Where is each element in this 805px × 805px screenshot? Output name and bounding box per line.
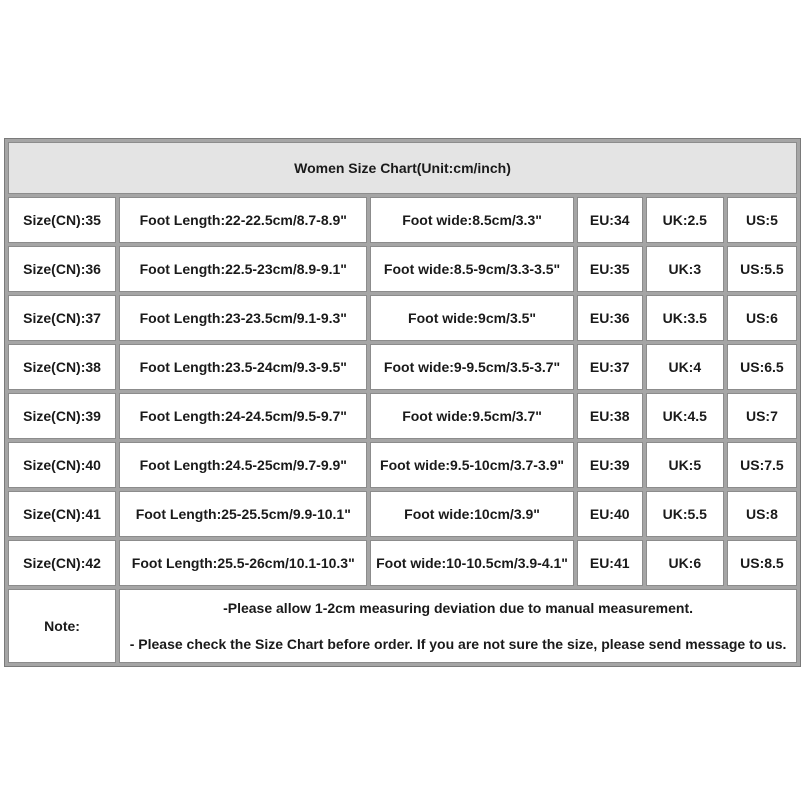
foot-length-cell: Foot Length:24.5-25cm/9.7-9.9" [119, 442, 367, 488]
foot-length-cell: Foot Length:23.5-24cm/9.3-9.5" [119, 344, 367, 390]
size-cn-cell: Size(CN):38 [8, 344, 116, 390]
us-size-cell: US:5.5 [727, 246, 797, 292]
eu-size-cell: EU:37 [577, 344, 643, 390]
note-line-1: -Please allow 1-2cm measuring deviation due to manual measurement. [223, 600, 694, 616]
us-size-cell: US:6.5 [727, 344, 797, 390]
foot-wide-cell: Foot wide:9.5-10cm/3.7-3.9" [370, 442, 573, 488]
foot-length-cell: Foot Length:24-24.5cm/9.5-9.7" [119, 393, 367, 439]
uk-size-cell: UK:5.5 [646, 491, 724, 537]
uk-size-cell: UK:3 [646, 246, 724, 292]
eu-size-cell: EU:40 [577, 491, 643, 537]
eu-size-cell: EU:34 [577, 197, 643, 243]
us-size-cell: US:5 [727, 197, 797, 243]
size-row [8, 393, 797, 439]
foot-length-cell: Foot Length:22-22.5cm/8.7-8.9" [119, 197, 367, 243]
us-size-cell: US:7.5 [727, 442, 797, 488]
us-size-cell: US:8 [727, 491, 797, 537]
size-row [8, 246, 797, 292]
foot-wide-cell: Foot wide:8.5-9cm/3.3-3.5" [370, 246, 573, 292]
size-cn-cell: Size(CN):36 [8, 246, 116, 292]
foot-length-cell: Foot Length:22.5-23cm/8.9-9.1" [119, 246, 367, 292]
eu-size-cell: EU:38 [577, 393, 643, 439]
foot-length-cell: Foot Length:25-25.5cm/9.9-10.1" [119, 491, 367, 537]
size-cn-cell: Size(CN):40 [8, 442, 116, 488]
eu-size-cell: EU:39 [577, 442, 643, 488]
size-cn-cell: Size(CN):39 [8, 393, 116, 439]
size-chart-table [4, 138, 801, 667]
size-row [8, 295, 797, 341]
foot-wide-cell: Foot wide:9-9.5cm/3.5-3.7" [370, 344, 573, 390]
note-text [119, 589, 797, 663]
foot-wide-cell: Foot wide:10cm/3.9" [370, 491, 573, 537]
foot-wide-cell: Foot wide:8.5cm/3.3" [370, 197, 573, 243]
note-line-2: - Please check the Size Chart before order. If you are not sure the size, please send message to us. [129, 636, 787, 652]
us-size-cell: US:8.5 [727, 540, 797, 586]
size-cn-cell: Size(CN):37 [8, 295, 116, 341]
uk-size-cell: UK:5 [646, 442, 724, 488]
note-row [8, 589, 797, 663]
chart-title: Women Size Chart(Unit:cm/inch) [8, 142, 797, 194]
foot-length-cell: Foot Length:25.5-26cm/10.1-10.3" [119, 540, 367, 586]
size-row [8, 442, 797, 488]
foot-length-cell: Foot Length:23-23.5cm/9.1-9.3" [119, 295, 367, 341]
foot-wide-cell: Foot wide:9cm/3.5" [370, 295, 573, 341]
eu-size-cell: EU:36 [577, 295, 643, 341]
eu-size-cell: EU:41 [577, 540, 643, 586]
foot-wide-cell: Foot wide:10-10.5cm/3.9-4.1" [370, 540, 573, 586]
uk-size-cell: UK:2.5 [646, 197, 724, 243]
us-size-cell: US:7 [727, 393, 797, 439]
note-label: Note: [8, 589, 116, 663]
us-size-cell: US:6 [727, 295, 797, 341]
size-cn-cell: Size(CN):41 [8, 491, 116, 537]
size-cn-cell: Size(CN):35 [8, 197, 116, 243]
uk-size-cell: UK:4 [646, 344, 724, 390]
uk-size-cell: UK:6 [646, 540, 724, 586]
size-cn-cell: Size(CN):42 [8, 540, 116, 586]
note-spacer [128, 617, 788, 635]
size-row [8, 540, 797, 586]
size-row [8, 491, 797, 537]
uk-size-cell: UK:3.5 [646, 295, 724, 341]
size-row [8, 344, 797, 390]
foot-wide-cell: Foot wide:9.5cm/3.7" [370, 393, 573, 439]
uk-size-cell: UK:4.5 [646, 393, 724, 439]
size-row [8, 197, 797, 243]
eu-size-cell: EU:35 [577, 246, 643, 292]
